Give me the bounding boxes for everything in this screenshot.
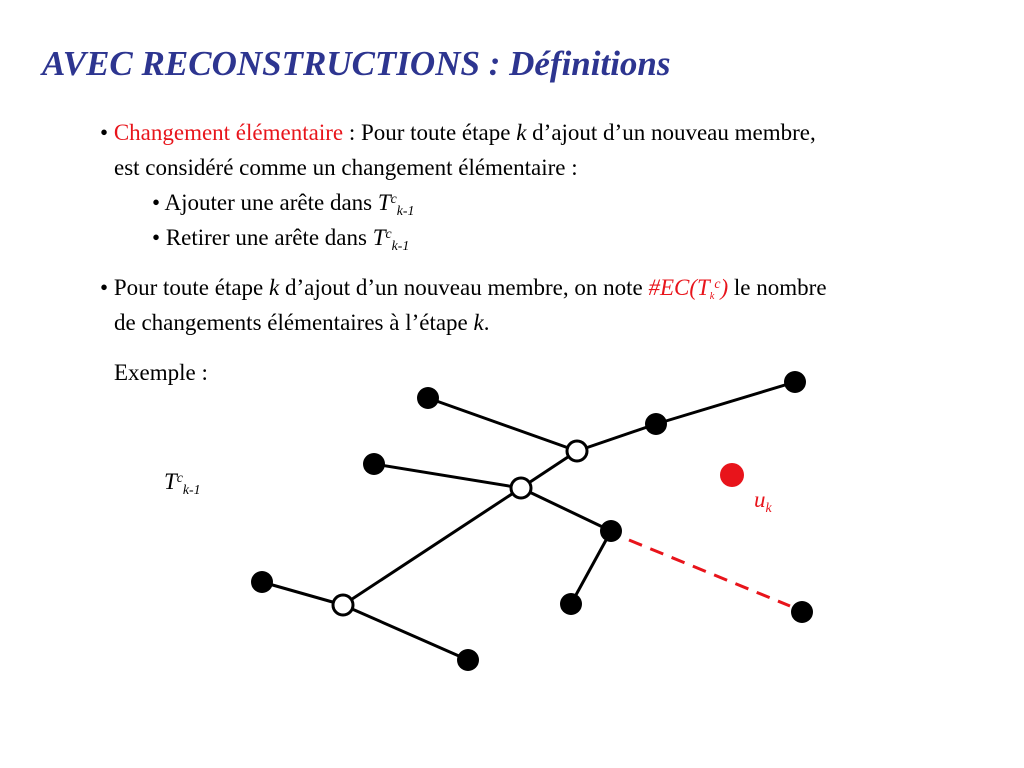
new-node-label-sub: k [765,499,772,515]
new-node-label-u: u [754,487,766,512]
new-node-uk [720,463,744,487]
sub-item-1-sub: k-1 [396,202,415,218]
leaf-node [363,453,385,475]
edge-7 [571,531,611,604]
ec-notation-b: ) [720,275,729,300]
leaf-node [645,413,667,435]
sub-item-2-sub: k-1 [391,237,410,253]
example-label: Exemple : [114,360,208,385]
sub-item-1-text: Ajouter une arête dans [164,190,378,215]
bullet-1-line-2: est considéré comme un changement élémentaire : [114,155,578,180]
term-changement-elementaire: Changement élémentaire [113,120,344,145]
bullet-1-marker: • [100,120,109,145]
edge-9 [262,582,343,605]
edge-1 [428,398,577,451]
sub-item-2-sup: c [385,226,392,242]
edge-3 [656,382,795,424]
ec-notation-sup: c [714,276,721,292]
leaf-node [457,649,479,671]
sub-item-1-sup: c [390,191,397,207]
sub-item-1-marker: • [152,190,161,215]
tree-label-sup: c [176,470,183,486]
edge-2 [577,424,656,451]
leaf-node [784,371,806,393]
bullet-2-text-a: Pour toute étape [113,275,270,300]
leaf-node [560,593,582,615]
bullet-1-k: k [516,120,527,145]
bullet-2-text-c: le nombre [728,275,827,300]
leaf-node [791,601,813,623]
bullet-2-marker: • [100,275,109,300]
ec-notation-sub: k [709,290,715,302]
page-title: AVEC RECONSTRUCTIONS : Définitions [42,44,671,83]
internal-node [567,441,587,461]
edge-6 [521,488,611,531]
bullet-2-k: k [269,275,280,300]
sub-item-2-marker: • [152,225,161,250]
bullet-1-text-a: : Pour toute étape [343,120,517,145]
edge-8 [343,488,521,605]
bullet-2-text-b: d’ajout d’un nouveau membre, on note [279,275,649,300]
sub-item-1-T: T [377,190,391,215]
leaf-node [417,387,439,409]
bullet-2-line-2-a: de changements élémentaires à l’étape [114,310,474,335]
edge-5 [374,464,521,488]
internal-node [511,478,531,498]
internal-node [333,595,353,615]
bullet-2-line-2-k: k [473,310,484,335]
tree-label-T: T [164,469,177,494]
sub-item-2-T: T [372,225,386,250]
new-edge-dashed [629,540,790,606]
edge-10 [343,605,468,660]
tree-label-sub: k-1 [182,481,201,497]
bullet-1-text-b: d’ajout d’un nouveau membre, [526,120,816,145]
ec-notation-a: #EC(T [648,275,710,300]
leaf-node [251,571,273,593]
sub-item-2-text: Retirer une arête dans [165,225,373,250]
bullet-2-line-2-b: . [483,310,490,335]
leaf-node [600,520,622,542]
